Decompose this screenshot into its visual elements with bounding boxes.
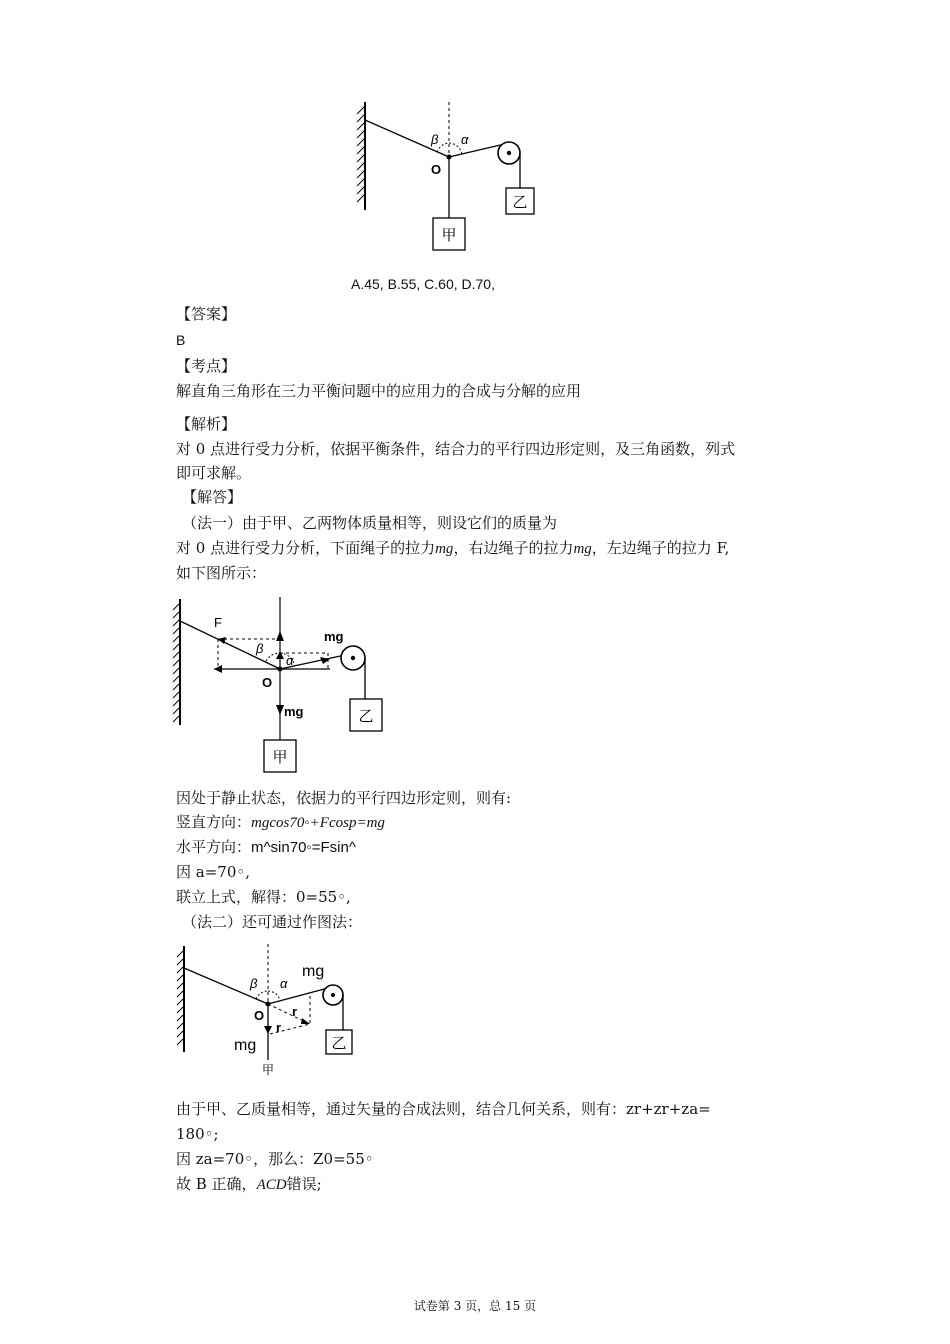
method1-intro: （法一）由于甲、乙两物体质量相等，则设它们的质量为 (182, 514, 558, 532)
horizontal-label: 水平方向： (176, 838, 252, 856)
kaodian-text: 解直角三角形在三力平衡问题中的应用力的合成与分解的应用 (176, 382, 582, 400)
mg-symbol-1: mg (435, 541, 454, 557)
fig1-box-yi: 乙 (512, 194, 528, 211)
fig1-alpha-label: α (461, 132, 469, 147)
vertical-equation-line (176, 812, 385, 833)
method1-text-b: ，右边绳子的拉力 (453, 539, 574, 557)
vertical-label: 竖直方向： (176, 813, 252, 831)
answer-value: B (176, 332, 186, 348)
fig1-beta-label: β (431, 132, 439, 147)
jiexi-line-1: 对 0 点进行受力分析，依据平衡条件，结合力的平行四边形定则，及三角函数，列式 (176, 440, 736, 458)
method1-text-c: ，左边绳子的拉力 F, (591, 539, 730, 557)
jieda-header: 【解答】 (182, 488, 243, 506)
fig3-mg-top-label: mg (302, 963, 325, 980)
fig2-o-label: O (262, 675, 273, 690)
vertical-equation: mgcos70◦+Fcosp=mg (251, 815, 385, 831)
conclusion-line-2: 180◦; (176, 1125, 219, 1143)
fig2-f-label: F (214, 615, 222, 630)
method2-intro: （法二）还可通过作图法： (182, 913, 363, 931)
fig2-alpha-label: α (286, 653, 294, 668)
fig3-beta-label: β (250, 976, 258, 991)
horizontal-equation-line (176, 837, 356, 858)
fig2-beta-label: β (256, 641, 264, 656)
kaodian-header: 【考点】 (176, 357, 237, 375)
static-line: 因处于静止状态，依据力的平行四边形定则，则有: (176, 789, 512, 807)
fig2-mg-down-label: mg (284, 704, 304, 719)
final-text-a: 故 B 正确， (176, 1175, 257, 1193)
fig3-o-label: O (254, 1008, 265, 1023)
fig3-r-label-1: r (292, 1004, 298, 1019)
fig2-box-yi: 乙 (358, 708, 374, 725)
jiexi-header: 【解析】 (176, 415, 237, 433)
method1-text-a: 对 0 点进行受力分析，下面绳子的拉力 (176, 539, 436, 557)
figure-2 (170, 595, 400, 777)
answer-header: 【答案】 (176, 305, 237, 323)
fig3-alpha-label: α (280, 976, 288, 991)
final-text-b: 错误; (286, 1175, 322, 1193)
fig2-box-jia: 甲 (272, 749, 288, 766)
mg-symbol-2: mg (573, 541, 592, 557)
final-acd: ACD (256, 1177, 287, 1193)
fig1-o-label: O (431, 162, 442, 177)
conclusion-line-1: 由于甲、乙质量相等，通过矢量的合成法则，结合几何关系，则有：zr+zr+za= (176, 1100, 711, 1118)
options-line: A.45, B.55, C.60, D.70, (351, 276, 495, 292)
figure-3 (170, 942, 370, 1082)
jiexi-line-2: 即可求解。 (176, 464, 252, 482)
fig3-r-label-2: r (276, 1020, 282, 1035)
fig2-mg-right-label: mg (324, 629, 344, 644)
fig3-jia-label: 甲 (261, 1063, 275, 1077)
figure-1 (345, 98, 545, 256)
page-footer: 试卷第 3 页，总 15 页 (413, 1299, 537, 1313)
method1-line-2 (176, 538, 729, 559)
fig3-mg-left-label: mg (234, 1037, 257, 1054)
horizontal-equation: m^sin70◦=Fsin^ (251, 839, 356, 856)
since2-line: 因 za=70◦，那么：Z0=55◦ (176, 1150, 374, 1168)
method1-line-3: 如下图所示： (176, 564, 267, 582)
fig1-box-jia: 甲 (441, 227, 457, 244)
final-line (176, 1174, 322, 1195)
since-line: 因 a=70◦, (176, 863, 250, 881)
solve-line: 联立上式，解得：0=55◦, (176, 888, 351, 906)
fig3-box-yi: 乙 (331, 1035, 347, 1052)
